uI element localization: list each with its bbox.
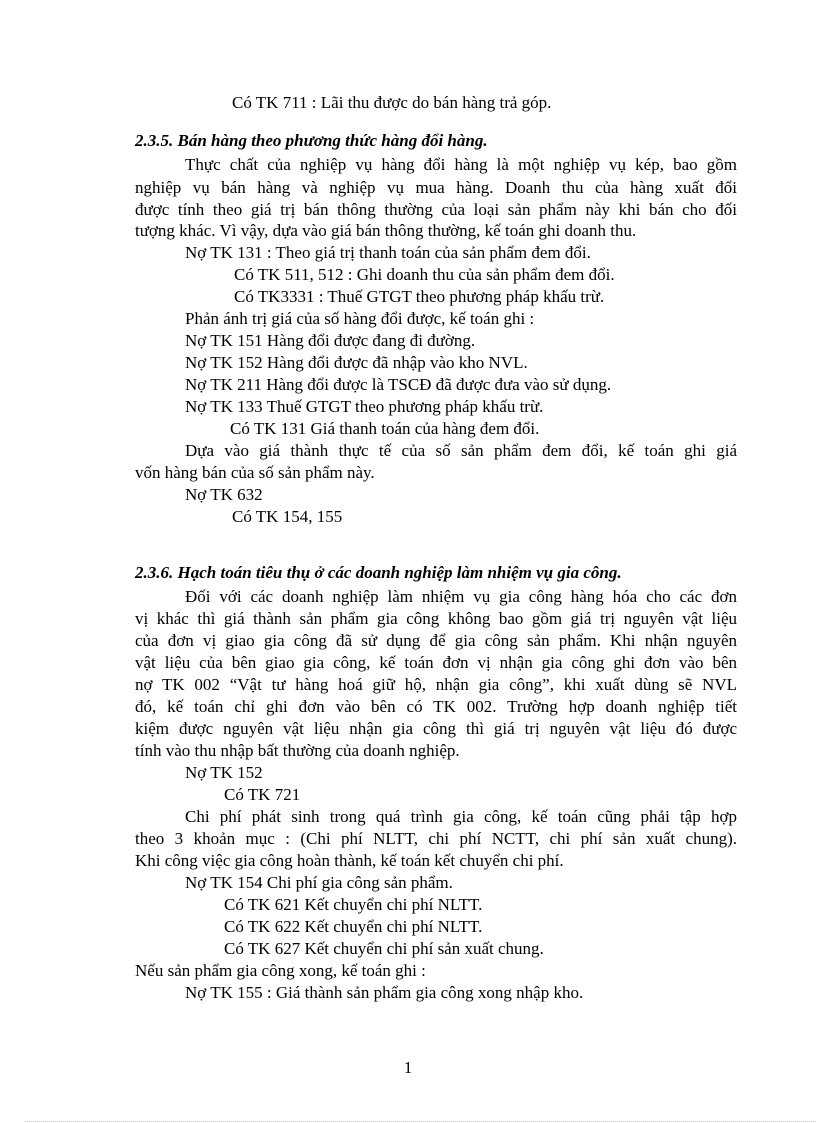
text-line: theo 3 khoản mục : (Chi phí NLTT, chi phí NCTT, chi phí sản xuất chung). [135, 829, 737, 848]
text-line: kiệm được nguyên vật liệu nhận gia công thì giá trị nguyên vật liệu đó được [135, 719, 737, 738]
section-heading: 2.3.6. Hạch toán tiêu thụ ở các doanh nghiệp làm nhiệm vụ gia công. [135, 563, 622, 582]
text-line: được tính theo giá trị bán thông thường của loại sản phẩm này khi bán cho đối [135, 200, 737, 219]
text-line: Có TK 711 : Lãi thu được do bán hàng trả góp. [232, 93, 552, 112]
text-line: vốn hàng bán của số sản phẩm này. [135, 463, 375, 482]
text-line: Có TK 511, 512 : Ghi doanh thu của sản phẩm đem đổi. [234, 265, 615, 284]
text-line: tượng khác. Vì vậy, dựa vào giá bán thông thường, kế toán ghi doanh thu. [135, 221, 637, 240]
text-line: Có TK 131 Giá thanh toán của hàng đem đổi. [230, 419, 540, 438]
text-line: Khi công việc gia công hoàn thành, kế toán kết chuyển chi phí. [135, 851, 564, 870]
text-line: Nợ TK 632 [185, 485, 263, 504]
text-line: Nợ TK 131 : Theo giá trị thanh toán của sản phẩm đem đổi. [185, 243, 591, 262]
text-line: Thực chất của nghiệp vụ hàng đổi hàng là một nghiệp vụ kép, bao gồm [185, 155, 737, 174]
text-line: Nợ TK 151 Hàng đổi được đang đi đường. [185, 331, 476, 350]
text-line: Có TK 627 Kết chuyển chi phí sản xuất chung. [224, 939, 544, 958]
text-line: Nợ TK 133 Thuế GTGT theo phương pháp khấu trừ. [185, 397, 544, 416]
text-line: tính vào thu nhập bất thường của doanh nghiệp. [135, 741, 460, 760]
page-bottom-divider [25, 1121, 816, 1122]
text-line: Phản ánh trị giá của số hàng đổi được, kế toán ghi : [185, 309, 535, 328]
text-line: đó, kế toán chỉ ghi đơn vào bên có TK 002. Trường hợp doanh nghiệp tiết [135, 697, 737, 716]
text-line: Nợ TK 211 Hàng đổi được là TSCĐ đã được đưa vào sử dụng. [185, 375, 612, 394]
text-line: Nợ TK 154 Chi phí gia công sản phẩm. [185, 873, 453, 892]
text-line: Nợ TK 152 [185, 763, 263, 782]
text-line: nợ TK 002 “Vật tư hàng hoá giữ hộ, nhận gia công”, khi xuất dùng sẽ NVL [135, 675, 737, 694]
text-line: Dựa vào giá thành thực tế của số sản phẩm đem đổi, kế toán ghi giá [185, 441, 737, 460]
text-line: vật liệu của bên giao gia công, kế toán đơn vị nhận gia công ghi đơn vào bên [135, 653, 737, 672]
text-line: Có TK 621 Kết chuyển chi phí NLTT. [224, 895, 483, 914]
text-line: của đơn vị giao gia công đã sử dụng để gia công sản phẩm. Khi nhận nguyên [135, 631, 737, 650]
text-line: nghiệp vụ bán hàng và nghiệp vụ mua hàng. Doanh thu của hàng xuất đổi [135, 178, 737, 197]
text-line: Nếu sản phẩm gia công xong, kế toán ghi : [135, 961, 426, 980]
text-line: Có TK3331 : Thuế GTGT theo phương pháp khấu trừ. [234, 287, 605, 306]
text-line: Nợ TK 155 : Giá thành sản phẩm gia công xong nhập kho. [185, 983, 584, 1002]
text-line: Có TK 154, 155 [232, 507, 343, 526]
text-line: vị khác thì giá thành sản phẩm gia công không bao gồm giá trị nguyên vật liệu [135, 609, 737, 628]
text-line: Đối với các doanh nghiệp làm nhiệm vụ gia công hàng hóa cho các đơn [185, 587, 737, 606]
text-line: Có TK 622 Kết chuyển chi phí NLTT. [224, 917, 483, 936]
page-number: 1 [403, 1058, 413, 1077]
text-line: Nợ TK 152 Hàng đổi được đã nhập vào kho NVL. [185, 353, 528, 372]
section-heading: 2.3.5. Bán hàng theo phương thức hàng đổi hàng. [135, 131, 488, 150]
text-line: Chi phí phát sinh trong quá trình gia công, kế toán cũng phải tập hợp [185, 807, 737, 826]
text-line: Có TK 721 [224, 785, 301, 804]
